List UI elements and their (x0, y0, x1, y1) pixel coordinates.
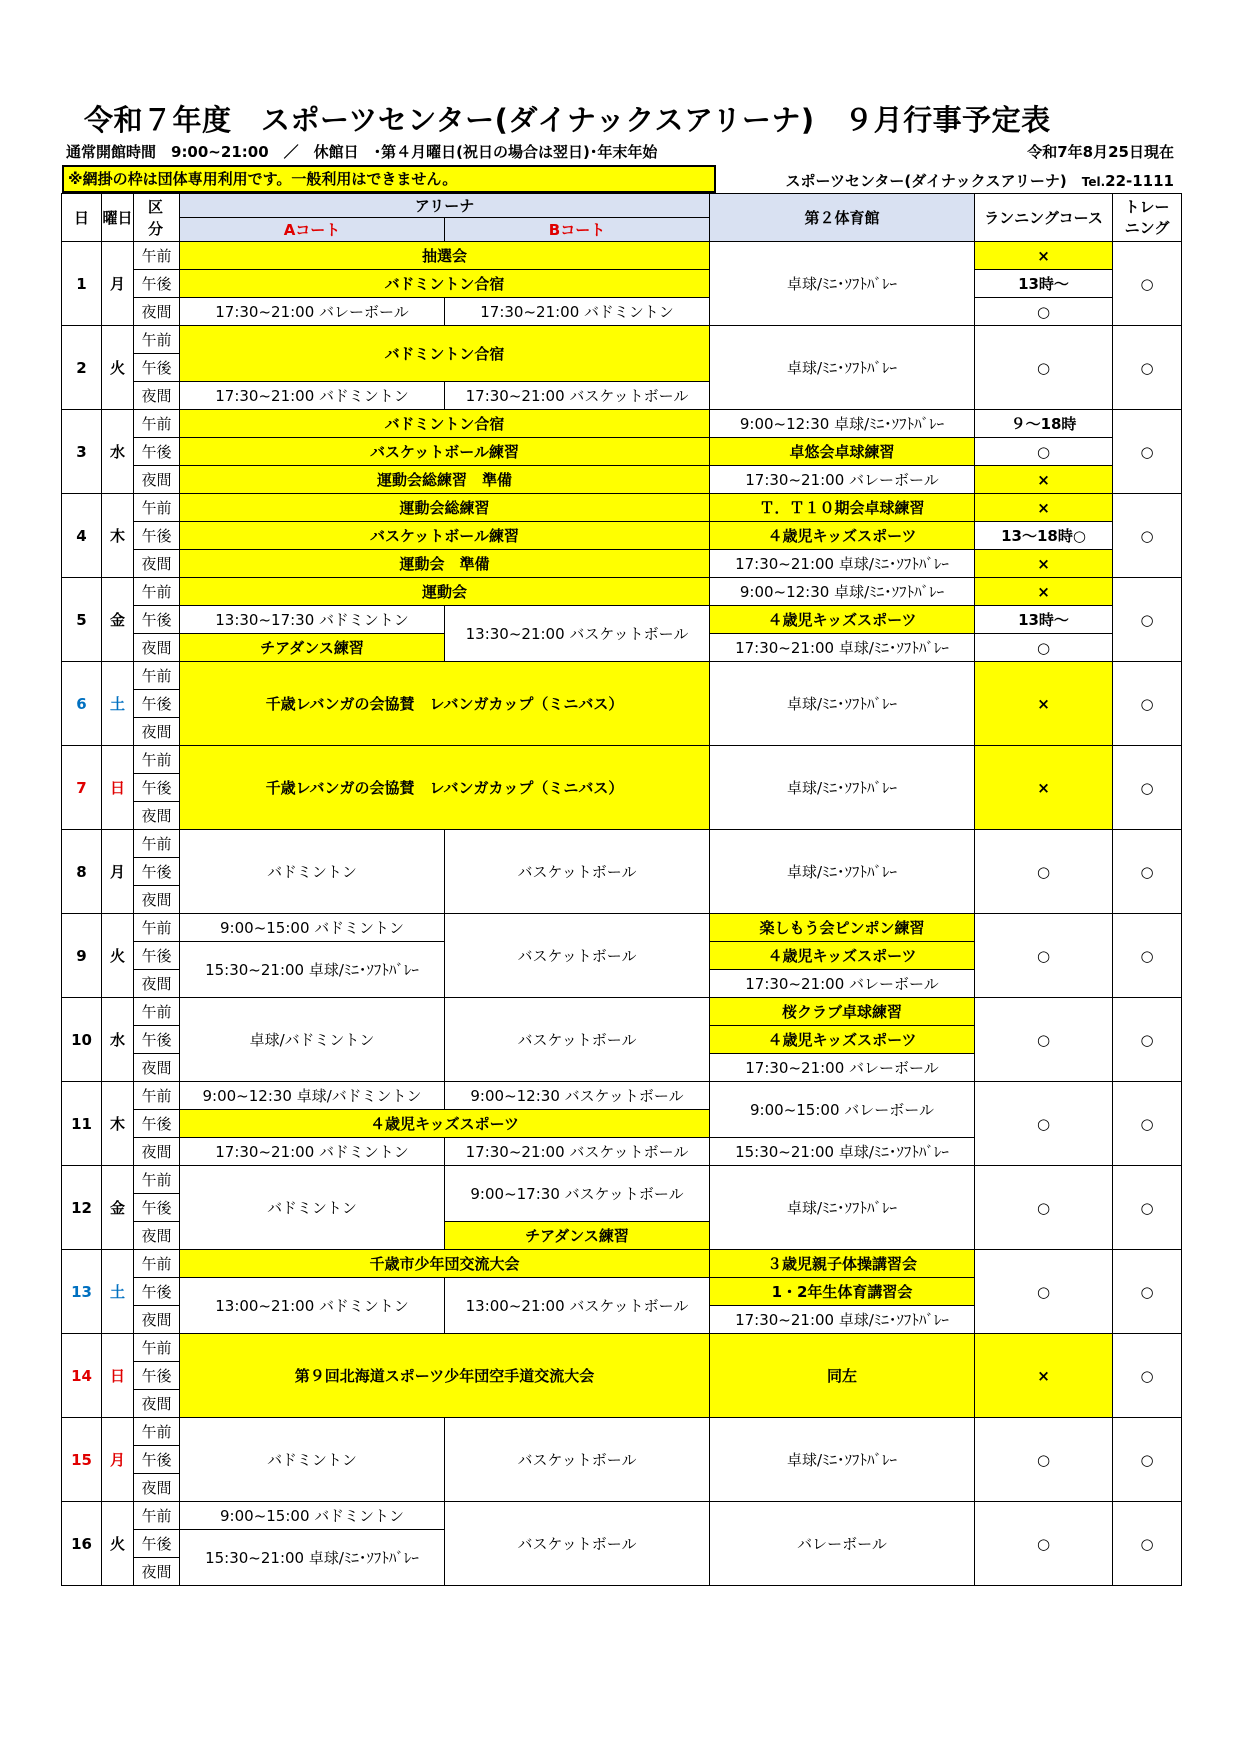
period-am: 午前 (134, 1166, 180, 1194)
period-am: 午前 (134, 1502, 180, 1530)
period-pm: 午後 (134, 690, 180, 718)
header-running: ランニングコース (975, 194, 1113, 242)
running-cell: ○ (975, 1082, 1113, 1166)
tel-label: Tel. (1081, 175, 1106, 189)
header-b-court: Bコート (445, 218, 710, 242)
gym2-ev: 15:30~21:00 卓球/ﾐﾆ･ｿﾌﾄﾊﾞﾚｰ (710, 1138, 975, 1166)
weekday: 日 (102, 746, 134, 830)
period-am: 午前 (134, 1082, 180, 1110)
running-pm: 13時～ (975, 606, 1113, 634)
b-court-cell: バスケットボール (445, 914, 710, 998)
period-am: 午前 (134, 998, 180, 1026)
period-am: 午前 (134, 578, 180, 606)
day-number: 14 (62, 1334, 102, 1418)
gym2-am-pm: 9:00~15:00 バレーボール (710, 1082, 975, 1138)
period-am: 午前 (134, 1418, 180, 1446)
opening-hours: 通常開館時間 9:00~21:00 ／ 休館日 ･第４月曜日(祝日の場合は翌日)･年末年始 (66, 143, 658, 161)
weekday: 土 (102, 1250, 134, 1334)
period-ev: 夜間 (134, 634, 180, 662)
day-number: 10 (62, 998, 102, 1082)
running-ev: × (975, 466, 1113, 494)
a-court-ev: チアダンス練習 (180, 634, 445, 662)
arena-pm-event: バドミントン合宿 (180, 270, 710, 298)
period-pm: 午後 (134, 354, 180, 382)
gym2-am: ３歳児親子体操講習会 (710, 1250, 975, 1278)
running-cell: ○ (975, 326, 1113, 410)
period-ev: 夜間 (134, 550, 180, 578)
weekday: 金 (102, 578, 134, 662)
day-number: 1 (62, 242, 102, 326)
running-cell: ○ (975, 1250, 1113, 1334)
period-ev: 夜間 (134, 718, 180, 746)
day-number: 9 (62, 914, 102, 998)
facility-name: スポーツセンター(ダイナックスアリーナ) (785, 172, 1067, 190)
period-pm: 午後 (134, 270, 180, 298)
period-pm: 午後 (134, 1194, 180, 1222)
b-court-ev: 17:30~21:00 バドミントン (445, 298, 710, 326)
training-cell: ○ (1113, 326, 1182, 410)
arena-pm-event: バスケットボール練習 (180, 522, 710, 550)
training-cell: ○ (1113, 242, 1182, 326)
gym2-pm: ４歳児キッズスポーツ (710, 942, 975, 970)
a-court-am: 9:00~12:30 卓球/バドミントン (180, 1082, 445, 1110)
period-pm: 午後 (134, 1026, 180, 1054)
arena-am-event: 抽選会 (180, 242, 710, 270)
b-court-ev: 17:30~21:00 バスケットボール (445, 1138, 710, 1166)
running-ev: × (975, 550, 1113, 578)
period-pm: 午後 (134, 1110, 180, 1138)
a-court-ev: 17:30~21:00 バレーボール (180, 298, 445, 326)
running-ev: ○ (975, 298, 1113, 326)
arena-ev-event: 運動会総練習 準備 (180, 466, 710, 494)
gym2-cell: 卓球/ﾐﾆ･ｿﾌﾄﾊﾞﾚｰ (710, 662, 975, 746)
b-court-ev: 17:30~21:00 バスケットボール (445, 382, 710, 410)
weekday: 水 (102, 998, 134, 1082)
period-pm: 午後 (134, 942, 180, 970)
period-ev: 夜間 (134, 1054, 180, 1082)
period-am: 午前 (134, 326, 180, 354)
running-am: ９～18時 (975, 410, 1113, 438)
running-am: × (975, 242, 1113, 270)
running-cell: ○ (975, 1418, 1113, 1502)
b-court-ev: チアダンス練習 (445, 1222, 710, 1250)
period-pm: 午後 (134, 774, 180, 802)
gym2-am: 9:00~12:30 卓球/ﾐﾆ･ｿﾌﾄﾊﾞﾚｰ (710, 578, 975, 606)
weekday: 月 (102, 242, 134, 326)
gym2-cell: 卓球/ﾐﾆ･ｿﾌﾄﾊﾞﾚｰ (710, 242, 975, 326)
training-cell: ○ (1113, 494, 1182, 578)
day-number: 8 (62, 830, 102, 914)
header-training: トレーニング (1113, 194, 1182, 242)
a-court-pm: 13:30~17:30 バドミントン (180, 606, 445, 634)
gym2-cell: バレーボール (710, 1502, 975, 1586)
period-am: 午前 (134, 746, 180, 774)
running-am: × (975, 494, 1113, 522)
tel-number: 22-1111 (1105, 172, 1174, 190)
gym2-ev: 17:30~21:00 バレーボール (710, 1054, 975, 1082)
period-pm: 午後 (134, 438, 180, 466)
period-ev: 夜間 (134, 1474, 180, 1502)
period-ev: 夜間 (134, 1558, 180, 1586)
period-am: 午前 (134, 242, 180, 270)
weekday: 土 (102, 662, 134, 746)
arena-am-event: 運動会総練習 (180, 494, 710, 522)
page-title: 令和７年度 スポーツセンター(ダイナックスアリーナ) ９月行事予定表 (84, 103, 1051, 137)
day-number: 13 (62, 1250, 102, 1334)
period-am: 午前 (134, 1250, 180, 1278)
arena-event: 第９回北海道スポーツ少年団空手道交流大会 (180, 1334, 710, 1418)
gym2-cell: 卓球/ﾐﾆ･ｿﾌﾄﾊﾞﾚｰ (710, 326, 975, 410)
training-cell: ○ (1113, 1334, 1182, 1418)
day-number: 4 (62, 494, 102, 578)
period-pm: 午後 (134, 1530, 180, 1558)
a-court-cell: バドミントン (180, 830, 445, 914)
period-am: 午前 (134, 830, 180, 858)
training-cell: ○ (1113, 1082, 1182, 1166)
day-number: 12 (62, 1166, 102, 1250)
training-cell: ○ (1113, 662, 1182, 746)
gym2-ev: 17:30~21:00 卓球/ﾐﾆ･ｿﾌﾄﾊﾞﾚｰ (710, 1306, 975, 1334)
period-ev: 夜間 (134, 298, 180, 326)
gym2-cell: 卓球/ﾐﾆ･ｿﾌﾄﾊﾞﾚｰ (710, 1166, 975, 1250)
period-ev: 夜間 (134, 802, 180, 830)
day-number: 15 (62, 1418, 102, 1502)
arena-am-event: 運動会 (180, 578, 710, 606)
weekday: 金 (102, 1166, 134, 1250)
header-gym2: 第２体育館 (710, 194, 975, 242)
training-cell: ○ (1113, 1250, 1182, 1334)
running-cell: × (975, 1334, 1113, 1418)
running-pm: 13～18時○ (975, 522, 1113, 550)
gym2-am: Ｔ．Ｔ１０期会卓球練習 (710, 494, 975, 522)
training-cell: ○ (1113, 998, 1182, 1082)
training-cell: ○ (1113, 830, 1182, 914)
period-ev: 夜間 (134, 1138, 180, 1166)
gym2-pm: ４歳児キッズスポーツ (710, 1026, 975, 1054)
header-period: 区分 (134, 194, 180, 242)
running-cell: × (975, 746, 1113, 830)
day-number: 2 (62, 326, 102, 410)
running-cell: ○ (975, 830, 1113, 914)
header-a-court: Aコート (180, 218, 445, 242)
arena-am-event: バドミントン合宿 (180, 410, 710, 438)
weekday: 火 (102, 326, 134, 410)
training-cell: ○ (1113, 1418, 1182, 1502)
b-court-cell: バスケットボール (445, 998, 710, 1082)
a-court-pm-ev: 13:00~21:00 バドミントン (180, 1278, 445, 1334)
arena-event: 千歳レバンガの会協賛 レバンガカップ（ミニバス） (180, 746, 710, 830)
period-pm: 午後 (134, 522, 180, 550)
gym2-ev: 17:30~21:00 卓球/ﾐﾆ･ｿﾌﾄﾊﾞﾚｰ (710, 550, 975, 578)
running-pm: ○ (975, 438, 1113, 466)
running-pm: 13時～ (975, 270, 1113, 298)
period-pm: 午後 (134, 1446, 180, 1474)
period-pm: 午後 (134, 1278, 180, 1306)
day-number: 5 (62, 578, 102, 662)
period-ev: 夜間 (134, 382, 180, 410)
a-court-cell: バドミントン (180, 1166, 445, 1250)
gym2-ev: 17:30~21:00 卓球/ﾐﾆ･ｿﾌﾄﾊﾞﾚｰ (710, 634, 975, 662)
running-cell: × (975, 662, 1113, 746)
period-am: 午前 (134, 914, 180, 942)
a-court-pm-ev: 15:30~21:00 卓球/ﾐﾆ･ｿﾌﾄﾊﾞﾚｰ (180, 942, 445, 998)
period-am: 午前 (134, 1334, 180, 1362)
notice-box: ※網掛の枠は団体専用利用です。一般利用はできません。 (62, 165, 716, 193)
day-number: 3 (62, 410, 102, 494)
b-court-am-pm: 9:00~17:30 バスケットボール (445, 1166, 710, 1222)
b-court-pm-ev: 13:30~21:00 バスケットボール (445, 606, 710, 662)
a-court-pm-ev: 15:30~21:00 卓球/ﾐﾆ･ｿﾌﾄﾊﾞﾚｰ (180, 1530, 445, 1586)
period-ev: 夜間 (134, 886, 180, 914)
a-court-am: 9:00~15:00 バドミントン (180, 914, 445, 942)
gym2-pm: ４歳児キッズスポーツ (710, 606, 975, 634)
day-number: 7 (62, 746, 102, 830)
header-arena: アリーナ (180, 194, 710, 218)
period-ev: 夜間 (134, 1306, 180, 1334)
gym2-cell: 卓球/ﾐﾆ･ｿﾌﾄﾊﾞﾚｰ (710, 746, 975, 830)
gym2-pm: 卓悠会卓球練習 (710, 438, 975, 466)
day-number: 16 (62, 1502, 102, 1586)
running-cell: ○ (975, 1166, 1113, 1250)
weekday: 木 (102, 494, 134, 578)
as-of-date: 令和7年8月25日現在 (1027, 143, 1174, 161)
period-ev: 夜間 (134, 970, 180, 998)
gym2-cell: 卓球/ﾐﾆ･ｿﾌﾄﾊﾞﾚｰ (710, 1418, 975, 1502)
running-cell: ○ (975, 914, 1113, 998)
schedule-table (61, 193, 1182, 1586)
period-pm: 午後 (134, 858, 180, 886)
period-pm: 午後 (134, 606, 180, 634)
weekday: 日 (102, 1334, 134, 1418)
running-cell: ○ (975, 1502, 1113, 1586)
b-court-am: 9:00~12:30 バスケットボール (445, 1082, 710, 1110)
period-ev: 夜間 (134, 1222, 180, 1250)
running-cell: ○ (975, 998, 1113, 1082)
gym2-am: 9:00~12:30 卓球/ﾐﾆ･ｿﾌﾄﾊﾞﾚｰ (710, 410, 975, 438)
b-court-cell: バスケットボール (445, 1502, 710, 1586)
gym2-pm: ４歳児キッズスポーツ (710, 522, 975, 550)
gym2-am: 楽しもう会ピンポン練習 (710, 914, 975, 942)
arena-am-event: 千歳市少年団交流大会 (180, 1250, 710, 1278)
a-court-am: 9:00~15:00 バドミントン (180, 1502, 445, 1530)
period-pm: 午後 (134, 1362, 180, 1390)
period-am: 午前 (134, 662, 180, 690)
b-court-pm-ev: 13:00~21:00 バスケットボール (445, 1278, 710, 1334)
arena-event: 千歳レバンガの会協賛 レバンガカップ（ミニバス） (180, 662, 710, 746)
day-number: 6 (62, 662, 102, 746)
facility-contact (786, 170, 1174, 191)
gym2-cell: 同左 (710, 1334, 975, 1418)
weekday: 火 (102, 1502, 134, 1586)
gym2-ev: 17:30~21:00 バレーボール (710, 970, 975, 998)
arena-event: バドミントン合宿 (180, 326, 710, 382)
period-ev: 夜間 (134, 466, 180, 494)
weekday: 火 (102, 914, 134, 998)
running-ev: ○ (975, 634, 1113, 662)
period-am: 午前 (134, 494, 180, 522)
gym2-am: 桜クラブ卓球練習 (710, 998, 975, 1026)
training-cell: ○ (1113, 410, 1182, 494)
gym2-pm: 1・2年生体育講習会 (710, 1278, 975, 1306)
training-cell: ○ (1113, 1502, 1182, 1586)
a-court-cell: バドミントン (180, 1418, 445, 1502)
b-court-cell: バスケットボール (445, 1418, 710, 1502)
weekday: 木 (102, 1082, 134, 1166)
gym2-ev: 17:30~21:00 バレーボール (710, 466, 975, 494)
gym2-cell: 卓球/ﾐﾆ･ｿﾌﾄﾊﾞﾚｰ (710, 830, 975, 914)
training-cell: ○ (1113, 1166, 1182, 1250)
b-court-cell: バスケットボール (445, 830, 710, 914)
weekday: 月 (102, 1418, 134, 1502)
day-number: 11 (62, 1082, 102, 1166)
header-weekday: 曜日 (102, 194, 134, 242)
arena-pm-event: バスケットボール練習 (180, 438, 710, 466)
arena-ev-event: 運動会 準備 (180, 550, 710, 578)
weekday: 月 (102, 830, 134, 914)
header-day: 日 (62, 194, 102, 242)
training-cell: ○ (1113, 578, 1182, 662)
arena-pm-event: ４歳児キッズスポーツ (180, 1110, 710, 1138)
a-court-cell: 卓球/バドミントン (180, 998, 445, 1082)
training-cell: ○ (1113, 914, 1182, 998)
period-am: 午前 (134, 410, 180, 438)
a-court-ev: 17:30~21:00 バドミントン (180, 1138, 445, 1166)
period-ev: 夜間 (134, 1390, 180, 1418)
training-cell: ○ (1113, 746, 1182, 830)
running-am: × (975, 578, 1113, 606)
weekday: 水 (102, 410, 134, 494)
a-court-ev: 17:30~21:00 バドミントン (180, 382, 445, 410)
